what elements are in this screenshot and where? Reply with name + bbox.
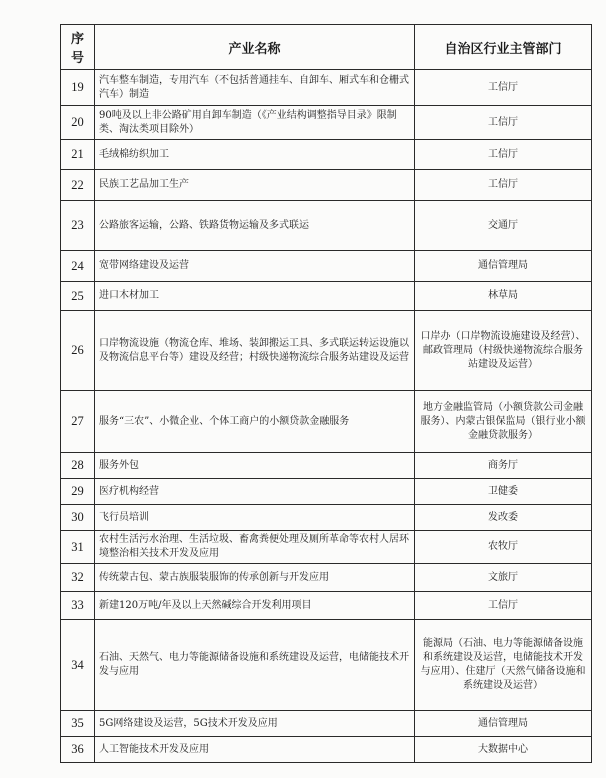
row-num: 25 [61, 282, 95, 311]
table-row [61, 592, 592, 620]
table-row [61, 311, 592, 391]
row-num: 21 [61, 140, 95, 170]
table-row [61, 282, 592, 311]
row-industry: 传统蒙古包、蒙古族服装服饰的传承创新与开发应用 [95, 564, 415, 592]
row-industry: 民族工艺品加工生产 [95, 170, 415, 201]
table-row [61, 170, 592, 201]
header-num: 序号 [61, 25, 95, 70]
row-dept: 工信厅 [415, 106, 592, 140]
row-industry: 农村生活污水治理、生活垃圾、畜禽粪便处理及厕所革命等农村人居环境整治相关技术开发及应用 [95, 531, 415, 564]
table-row [61, 391, 592, 453]
row-num: 30 [61, 505, 95, 531]
table-row [61, 140, 592, 170]
row-num: 22 [61, 170, 95, 201]
table-row [61, 251, 592, 282]
row-industry: 口岸物流设施（物流仓库、堆场、装卸搬运工具、多式联运转运设施以及物流信息平台等）建设及经营；村级快递物流综合服务站建设及运营 [95, 311, 415, 391]
row-dept: 工信厅 [415, 70, 592, 106]
row-num: 23 [61, 201, 95, 251]
row-num: 34 [61, 620, 95, 711]
row-num: 28 [61, 453, 95, 479]
row-industry: 飞行员培训 [95, 505, 415, 531]
row-dept: 林草局 [415, 282, 592, 311]
row-num: 27 [61, 391, 95, 453]
row-dept: 通信管理局 [415, 711, 592, 737]
row-industry: 90吨及以上非公路矿用自卸车制造（《产业结构调整指导目录》限制类、淘汰类项目除外） [95, 106, 415, 140]
row-industry: 5G网络建设及运营，5G技术开发及应用 [95, 711, 415, 737]
row-dept: 工信厅 [415, 140, 592, 170]
table-row [61, 479, 592, 505]
row-dept: 卫健委 [415, 479, 592, 505]
row-dept: 交通厅 [415, 201, 592, 251]
row-industry: 新建120万吨/年及以上天然碱综合开发利用项目 [95, 592, 415, 620]
row-dept: 工信厅 [415, 170, 592, 201]
table-row [61, 737, 592, 763]
row-num: 33 [61, 592, 95, 620]
row-num: 35 [61, 711, 95, 737]
header-name: 产业名称 [95, 25, 415, 70]
row-num: 29 [61, 479, 95, 505]
row-dept: 工信厅 [415, 592, 592, 620]
row-dept: 商务厅 [415, 453, 592, 479]
row-dept: 农牧厅 [415, 531, 592, 564]
row-industry: 公路旅客运输，公路、铁路货物运输及多式联运 [95, 201, 415, 251]
row-industry: 毛绒棉纺织加工 [95, 140, 415, 170]
row-industry: 进口木材加工 [95, 282, 415, 311]
row-industry: 宽带网络建设及运营 [95, 251, 415, 282]
row-dept: 地方金融监管局（小额贷款公司金融服务）、内蒙古银保监局（银行业小额金融贷款服务） [415, 391, 592, 453]
row-industry: 服务“三农”、小微企业、个体工商户的小额贷款金融服务 [95, 391, 415, 453]
table-row [61, 106, 592, 140]
table-row [61, 201, 592, 251]
row-industry: 服务外包 [95, 453, 415, 479]
header-dept: 自治区行业主管部门 [415, 25, 592, 70]
row-dept: 发改委 [415, 505, 592, 531]
row-num: 31 [61, 531, 95, 564]
table-row [61, 453, 592, 479]
table-row [61, 711, 592, 737]
row-dept: 通信管理局 [415, 251, 592, 282]
row-industry: 医疗机构经营 [95, 479, 415, 505]
row-dept: 能源局（石油、电力等能源储备设施和系统建设及运营，电储能技术开发与应用）、住建厅（天然气储备设施和系统建设及运营） [415, 620, 592, 711]
row-dept: 大数据中心 [415, 737, 592, 763]
row-industry: 石油、天然气、电力等能源储备设施和系统建设及运营，电储能技术开发与应用 [95, 620, 415, 711]
table-header-row [61, 25, 592, 70]
row-num: 24 [61, 251, 95, 282]
row-num: 19 [61, 70, 95, 106]
row-num: 20 [61, 106, 95, 140]
row-num: 26 [61, 311, 95, 391]
row-dept: 文旅厅 [415, 564, 592, 592]
table-row [61, 564, 592, 592]
table-row [61, 70, 592, 106]
table-row [61, 620, 592, 711]
table-row [61, 531, 592, 564]
row-industry: 汽车整车制造，专用汽车（不包括普通挂车、自卸车、厢式车和仓栅式汽车）制造 [95, 70, 415, 106]
row-num: 36 [61, 737, 95, 763]
industry-table [60, 24, 592, 763]
row-dept: 口岸办（口岸物流设施建设及经营）、邮政管理局（村级快递物流综合服务站建设及运营） [415, 311, 592, 391]
table-row [61, 505, 592, 531]
row-num: 32 [61, 564, 95, 592]
row-industry: 人工智能技术开发及应用 [95, 737, 415, 763]
